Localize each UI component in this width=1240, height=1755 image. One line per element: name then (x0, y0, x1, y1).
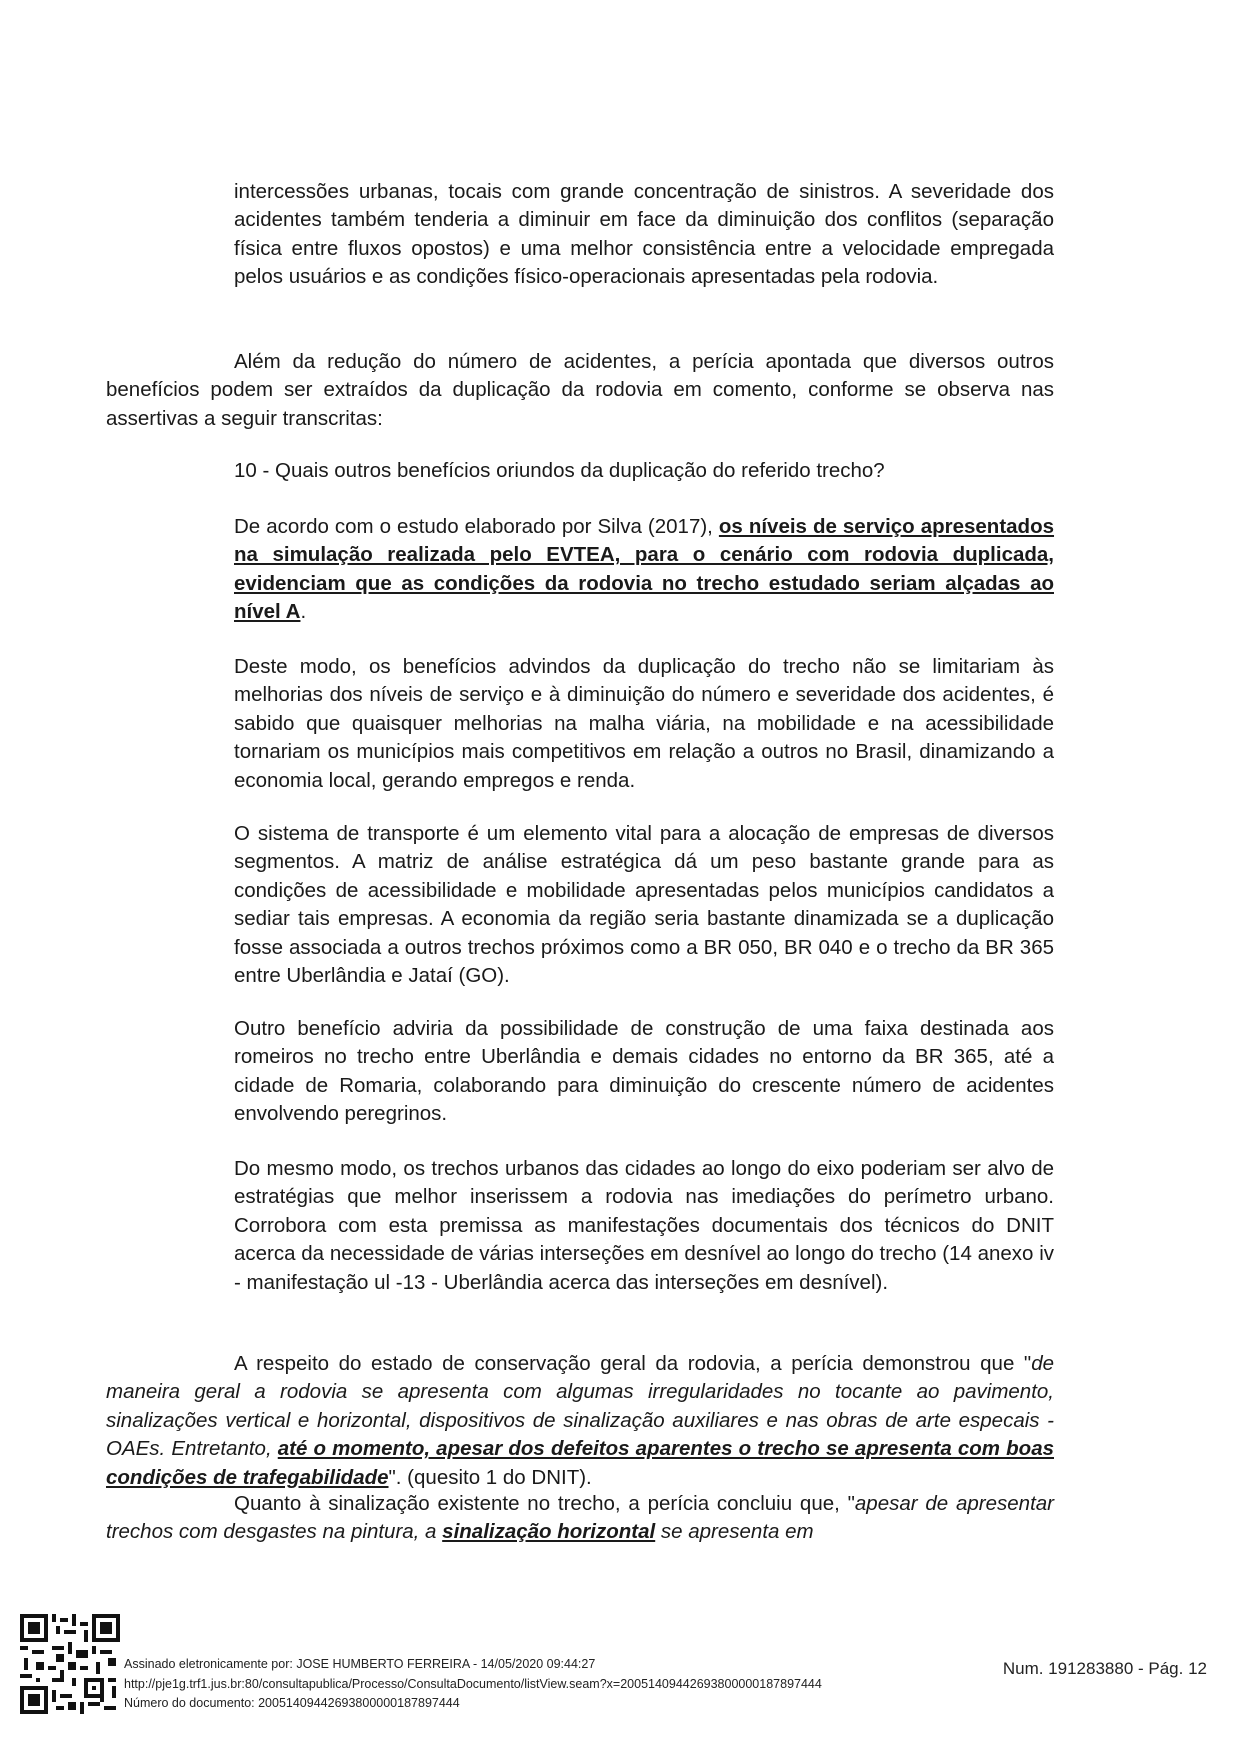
underlined-emphasis: sinalização horizontal (442, 1520, 656, 1544)
text-segment: se apresenta em (655, 1520, 814, 1544)
signed-by: Assinado eletronicamente por: JOSE HUMBERTO FERREIRA - 14/05/2020 09:44:27 (124, 1657, 596, 1671)
signature-footer (0, 1600, 1240, 1755)
document-url[interactable]: http://pje1g.trf1.jus.br:80/consultapublica/Processo/ConsultaDocumento/listView.seam?x=20051409442693800000187897444 (124, 1676, 822, 1691)
paragraph-silva-2017 (234, 513, 1054, 627)
text-segment: de maneira geral a rodovia se apresenta com algumas irregularidades no tocante ao pavimento, sinalizações vertical e horizontal, dispositivos de sinalização auxiliares e nas obras de arte especais - OAEs. Entretanto, (106, 1352, 1054, 1461)
paragraph-beneficios: Deste modo, os benefícios advindos da duplicação do trecho não se limitariam às melhorias dos níveis de serviço e à diminuição do número e severidade dos acidentes, é sabido que quaisquer melhorias na malha viária, na mobilidade e na acessibilidade tornariam os municípios mais competitivos em relação a outros no Brasil, dinamizando a economia local, gerando empregos e renda. (234, 655, 1054, 792)
paragraph-intercessoes: intercessões urbanas, tocais com grande concentração de sinistros. A severidade dos acidentes também tenderia a diminuir em face da diminuição dos conflitos (separação física entre fluxos opostos) e uma melhor consistência entre a velocidade empregada pelos usuários e as condições físico-operacionais apresentadas pela rodovia. (234, 180, 1054, 289)
signature-info (124, 1655, 822, 1714)
paragraph-sistema-transporte: O sistema de transporte é um elemento vital para a alocação de empresas de diversos segmentos. A matriz de análise estratégica dá um peso bastante grande para as condições de acessibilidade e mobilidade apresentadas pelos municípios candidatos a sediar tais empresas. A economia da região seria bastante dinamizada se a duplicação fosse associada a outros trechos próximos como a BR 050, BR 040 e o trecho da BR 365 entre Uberlândia e Jataí (GO). (234, 822, 1054, 988)
page-number: Num. 191283880 - Pág. 12 (1002, 1659, 1207, 1678)
paragraph-conservacao (106, 1350, 1054, 1492)
underlined-emphasis: os níveis de serviço apresentados na simulação realizada pelo EVTEA, para o cenário com rodovia duplicada, evidenciam que as condições da rodovia no trecho estudado seriam alçadas ao nível A (234, 515, 1055, 624)
paragraph-trechos-urbanos: Do mesmo modo, os trechos urbanos das cidades ao longo do eixo poderiam ser alvo de estratégias que melhor inserissem a rodovia nas imediações do perímetro urbano. Corrobora com esta premissa as manifestações documentais dos técnicos do DNIT acerca da necessidade de várias interseções em desnível ao longo do trecho (14 anexo iv - manifestação ul -13 - Uberlândia acerca das interseções em desnível). (234, 1157, 1054, 1294)
document-number: Número do documento: 20051409442693800000187897444 (124, 1696, 460, 1710)
text-segment: apesar de apresentar trechos com desgastes na pintura, a (106, 1492, 1054, 1544)
text-segment: Quanto à sinalização existente no trecho, a perícia concluiu que, " (234, 1492, 855, 1515)
question-10: 10 - Quais outros benefícios oriundos da duplicação do referido trecho? (234, 459, 885, 482)
paragraph-reducao-acidentes: Além da redução do número de acidentes, a perícia apontada que diversos outros benefícios podem ser extraídos da duplicação da rodovia em comento, conforme se observa nas assertivas a seguir transcritas: (106, 350, 1054, 430)
qr-code-icon (20, 1614, 120, 1714)
paragraph-sinalizacao (106, 1490, 1054, 1547)
text-segment: ". (quesito 1 do DNIT). (388, 1465, 592, 1489)
paragraph-romeiros: Outro benefício adviria da possibilidade de construção de uma faixa destinada aos romeiros no trecho entre Uberlândia e demais cidades no entorno da BR 365, até a cidade de Romaria, colaborando para diminuição do crescente número de acidentes envolvendo peregrinos. (234, 1017, 1054, 1126)
text-segment: A respeito do estado de conservação geral da rodovia, a perícia demonstrou que " (234, 1352, 1032, 1375)
underlined-emphasis: até o momento, apesar dos defeitos aparentes o trecho se apresenta com boas condições de trafegabilidade (106, 1437, 1054, 1489)
text-segment: De acordo com o estudo elaborado por Silva (2017), (234, 515, 719, 538)
text-segment: . (300, 600, 307, 624)
